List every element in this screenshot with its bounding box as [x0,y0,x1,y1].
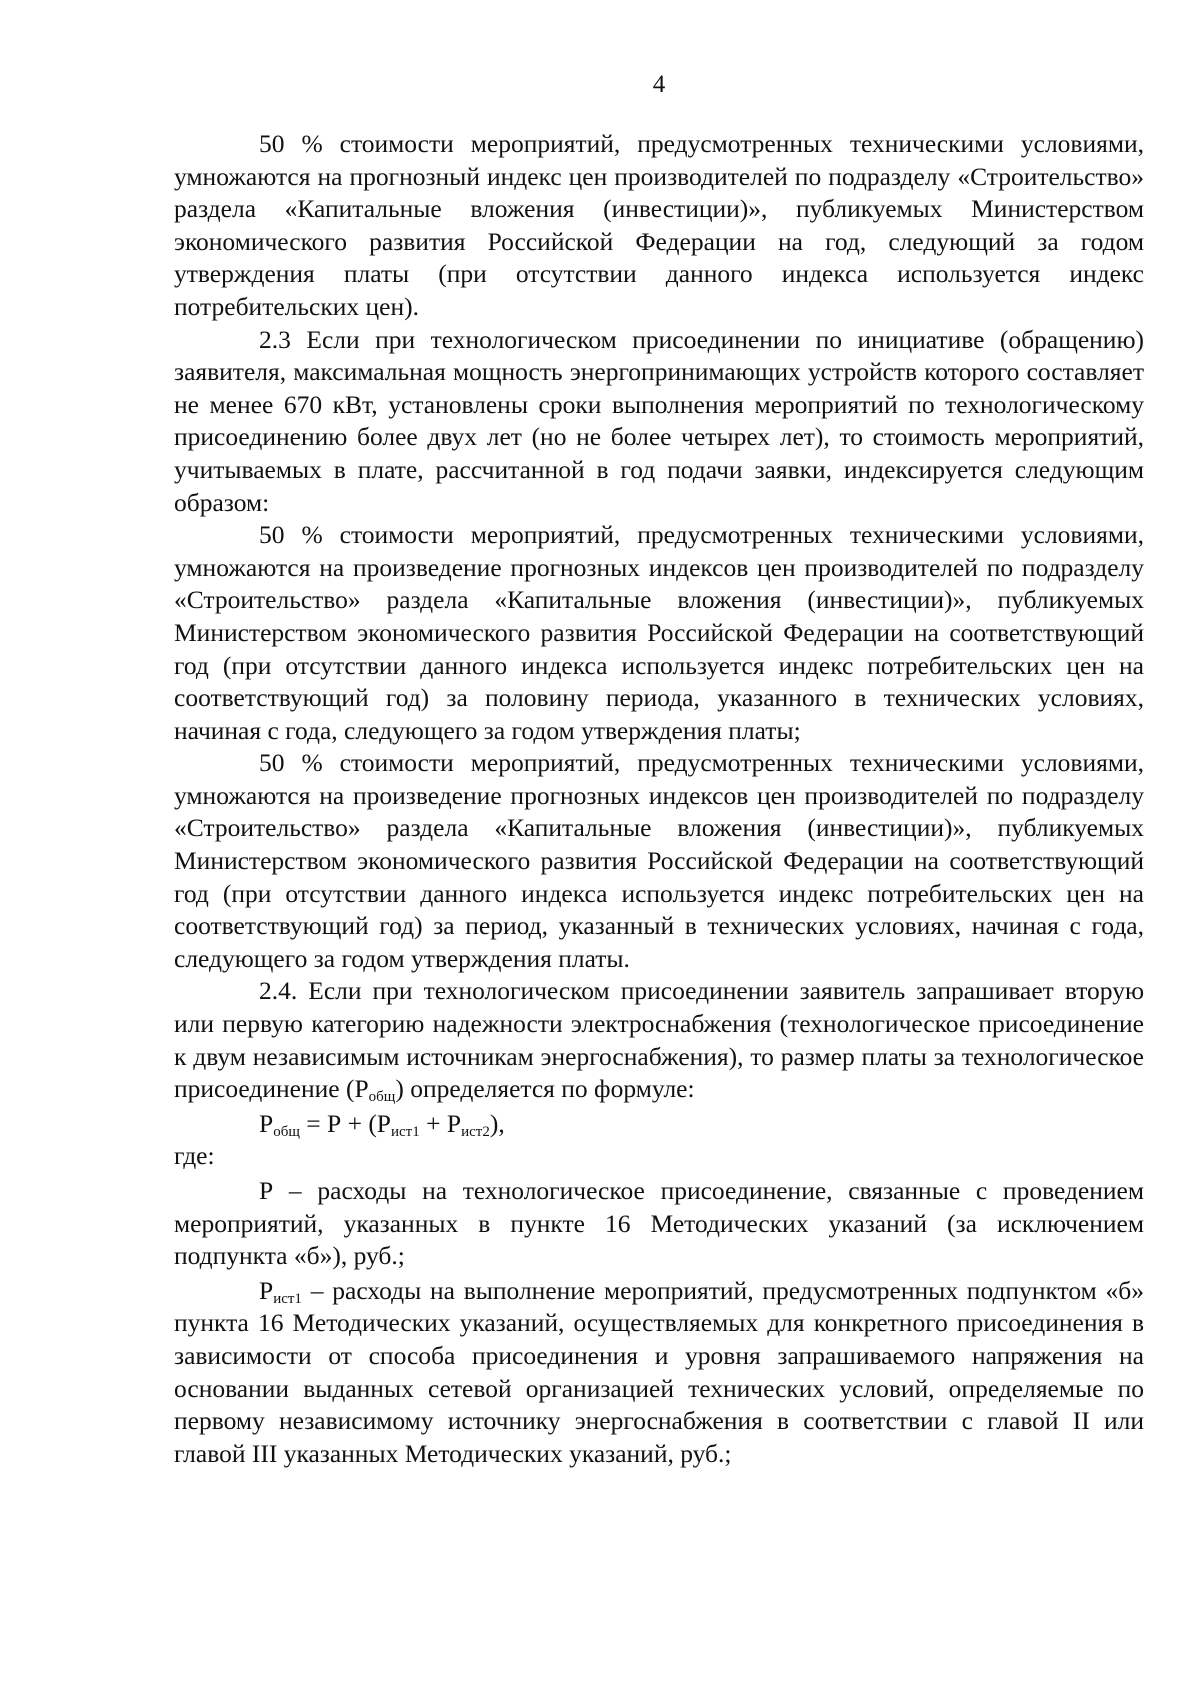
formula-lhs-subscript: общ [273,1123,300,1140]
formula-mid: = Р + (Р [299,1108,391,1138]
paragraph-indexation-one-year: 50 % стоимости мероприятий, предусмотренных техническими условиями, умножаются на прогнозный индекс цен производителей по подразделу «Строительство» раздела «Капитальные вложения (инвестиции)», публикуемых Министерством экономического развития Российской Федерации на год, следующий за годом утверждения платы (при отсутствии данного индекса используется индекс потребительских цен). [174,129,1144,321]
document-body [174,128,1144,1470]
page-number: 4 [652,71,666,98]
clause-2-4-text: 2.4. Если при технологическом присоединении заявитель запрашивает вторую или первую категорию надежности электроснабжения (технологическое присоединение к двум независимым источникам энергоснабжения), то размер платы за технологическое присоединение (Р [174,976,1144,1104]
formula-tail: ), [489,1108,505,1138]
paragraph-indexation-half-period: 50 % стоимости мероприятий, предусмотренных техническими условиями, умножаются на произведение прогнозных индексов цен производителей по подразделу «Строительство» раздела «Капитальные вложения (инвестиции)», публикуемых Министерством экономического развития Российской Федерации на соответствующий год (при отсутствии данного индекса используется индекс потребительских цен на соответствующий год) за половину периода, указанного в технических условиях, начиная с года, следующего за годом утверждения платы; [174,520,1144,745]
definition-text: – расходы на выполнение мероприятий, предусмотренных подпунктом «б» пункта 16 Методических указаний, осуществляемых для конкретного присоединения в зависимости от способа присоединения и уровня запрашиваемого напряжения на основании выданных сетевой организацией технических условий, определяемые по первому независимому источнику энергоснабжения в соответствии с главой II или главой III указанных Методических указаний, руб.; [174,1275,1144,1468]
formula [174,1108,1144,1141]
clause-2-4-subscript: общ [368,1089,396,1106]
formula-lhs: Р [259,1108,274,1138]
where-label: где: [174,1141,215,1171]
formula-subscript-1: ист1 [391,1123,420,1140]
clause-2-4-text-end: ) определяется по формуле: [395,1074,695,1104]
definition-symbol: Р [259,1275,274,1305]
paragraph-definition-p: Р – расходы на технологическое присоединение, связанные с проведением мероприятий, указанных в пункте 16 Методических указаний (за исключением подпункта «б»), руб.; [174,1176,1144,1271]
formula-plus: + Р [419,1108,462,1138]
formula-subscript-2: ист2 [461,1123,490,1140]
paragraph-clause-2-3: 2.3 Если при технологическом присоединении по инициативе (обращению) заявителя, максимальная мощность энергопринимающих устройств которого составляет не менее 670 кВт, установлены сроки выполнения мероприятий по технологическому присоединению более двух лет (но не более четырех лет), то стоимость мероприятий, учитываемых в плате, рассчитанной в год подачи заявки, индексируется следующим образом: [174,324,1144,517]
paragraph-clause-2-4 [174,975,1144,1105]
paragraph-definition-p-ist1 [174,1275,1144,1471]
paragraph-indexation-full-period: 50 % стоимости мероприятий, предусмотренных техническими условиями, умножаются на произведение прогнозных индексов цен производителей по подразделу «Строительство» раздела «Капитальные вложения (инвестиции)», публикуемых Министерством экономического развития Российской Федерации на соответствующий год (при отсутствии данного индекса используется индекс потребительских цен на соответствующий год) за период, указанный в технических условиях, начиная с года, следующего за годом утверждения платы. [174,748,1144,973]
definition-subscript: ист1 [273,1290,302,1307]
